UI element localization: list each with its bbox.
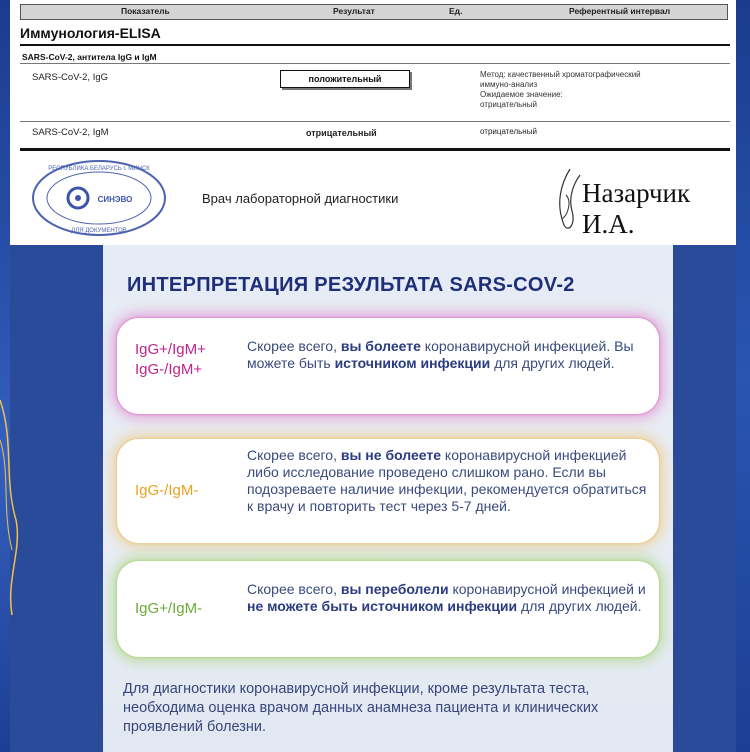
card-text: Скорее всего, вы не болеете коронавирусной инфекцией либо исследование проведено слишком рано. Если вы подозреваете наличие инфекции, рекомендуется обратиться к врачу и повторить тест через 5-7 дней. bbox=[247, 447, 647, 514]
test-name: SARS-CoV-2, IgM bbox=[32, 127, 109, 138]
reference-interval: Метод: качественный хроматографический иммуно-анализ Ожидаемое значение: отрицательный bbox=[480, 70, 641, 109]
antibody-code: IgG+/IgM- bbox=[135, 600, 203, 617]
svg-text:РЕСПУБЛИКА БЕЛАРУСЬ г. МИНСК: РЕСПУБЛИКА БЕЛАРУСЬ г. МИНСК bbox=[48, 166, 150, 172]
column-header: Референтный интервал bbox=[569, 6, 671, 16]
infographic-footer-note: Для диагностики коронавирусной инфекции, кроме результата теста, необходима оценка врачом данных анамнеза пациента и клинических проявлений болезни. bbox=[123, 681, 599, 735]
divider bbox=[20, 44, 730, 46]
right-frame-border bbox=[736, 0, 750, 752]
doctor-role: Врач лабораторной диагностики bbox=[202, 191, 399, 206]
interpretation-infographic bbox=[103, 245, 673, 752]
divider bbox=[20, 148, 730, 151]
column-header: Результат bbox=[333, 6, 375, 16]
svg-text:СИНЭВО: СИНЭВО bbox=[97, 195, 133, 204]
result-positive: положительный bbox=[280, 70, 410, 88]
reference-interval: отрицательный bbox=[480, 127, 537, 136]
infographic-title: ИНТЕРПРЕТАЦИЯ РЕЗУЛЬТАТА SARS-COV-2 bbox=[127, 274, 575, 296]
divider bbox=[20, 63, 730, 64]
interpretation-card-sick bbox=[117, 318, 659, 414]
decorative-swirl-icon bbox=[0, 380, 22, 620]
left-frame-border bbox=[0, 0, 10, 752]
card-text: Скорее всего, вы переболели коронавирусной инфекцией и не можете быть источником инфекции для других людей. bbox=[247, 581, 646, 614]
section-title: Иммунология-ELISA bbox=[20, 25, 161, 41]
svg-text:ДЛЯ ДОКУМЕНТОВ: ДЛЯ ДОКУМЕНТОВ bbox=[71, 228, 127, 234]
antibody-code: IgG-/IgM- bbox=[135, 482, 199, 499]
result-negative: отрицательный bbox=[306, 128, 377, 138]
report-table-header bbox=[20, 4, 728, 20]
column-header: Показатель bbox=[121, 6, 170, 16]
lab-report bbox=[10, 0, 736, 245]
interpretation-card-recovered bbox=[117, 561, 659, 657]
antibody-code: IgG+/IgM+ IgG-/IgM+ bbox=[135, 341, 206, 378]
doctor-name: Назарчик И.А. bbox=[582, 178, 691, 239]
test-name: SARS-CoV-2, IgG bbox=[32, 72, 109, 83]
stamp-icon bbox=[30, 158, 168, 238]
subsection-title: SARS-CoV-2, антитела IgG и IgM bbox=[22, 52, 157, 62]
column-header: Ед. bbox=[449, 6, 463, 16]
interpretation-card-not-sick bbox=[117, 439, 659, 543]
divider bbox=[20, 121, 730, 122]
card-text: Скорее всего, вы болеете коронавирусной инфекцией. Вы можете быть источником инфекции для других людей. bbox=[247, 338, 634, 371]
